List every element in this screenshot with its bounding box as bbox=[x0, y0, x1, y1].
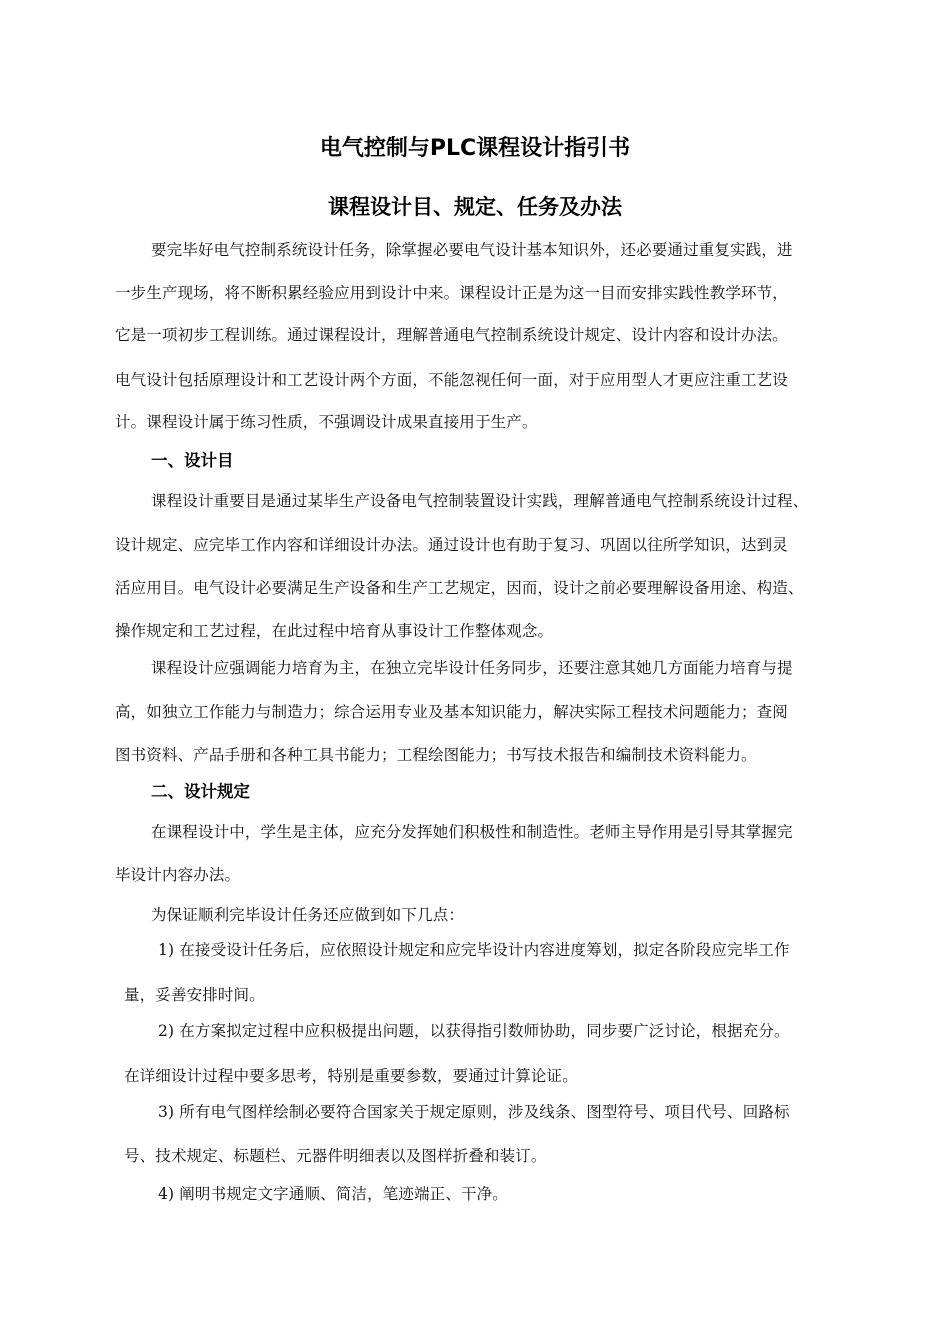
section2-line: 毕设计内容办法。 bbox=[115, 866, 241, 884]
section-heading-design-requirements: 二、设计规定 bbox=[151, 782, 250, 801]
section1-line: 活应用目。电气设计必要满足生产设备和生产工艺规定，因而，设计之前必要理解设备用途、构造、 bbox=[115, 579, 804, 597]
section1-line: 操作规定和工艺过程，在此过程中培育从事设计工作整体观念。 bbox=[115, 622, 554, 640]
list-item-line: 2) 在方案拟定过程中应积极提出问题，以获得指引数师协助，同步要广泛讨论，根据充分。 bbox=[158, 1022, 790, 1040]
section1-line: 设计规定、应完毕工作内容和详细设计办法。通过设计也有助于复习、巩固以往所学知识，达到灵 bbox=[115, 536, 788, 554]
section1-line: 课程设计重要目是通过某毕生产设备电气控制装置设计实践，理解普通电气控制系统设计过程、 bbox=[151, 492, 809, 510]
intro-line: 它是一项初步工程训练。通过课程设计，理解普通电气控制系统设计规定、设计内容和设计办法。 bbox=[115, 326, 788, 344]
intro-line: 电气设计包括原理设计和工艺设计两个方面，不能忽视任何一面，对于应用型人才更应注重工艺设 bbox=[115, 371, 788, 389]
intro-line: 计。课程设计属于练习性质，不强调设计成果直接用于生产。 bbox=[115, 413, 538, 431]
section1-line: 图书资料、产品手册和各种工具书能力；工程绘图能力；书写技术报告和编制技术资料能力。 bbox=[115, 746, 757, 764]
section1-line: 高，如独立工作能力与制造力；综合运用专业及基本知识能力，解决实际工程技术问题能力；查阅 bbox=[115, 703, 788, 721]
intro-line: 要完毕好电气控制系统设计任务，除掌握必要电气设计基本知识外，还必要通过重复实践，进 bbox=[151, 241, 793, 259]
list-item-line: 量，妥善安排时间。 bbox=[124, 986, 265, 1004]
section2-line: 在课程设计中，学生是主体，应充分发挥她们积极性和制造性。老师主导作用是引导其掌握完 bbox=[151, 823, 793, 841]
document-subtitle: 课程设计目、规定、任务及办法 bbox=[328, 195, 622, 219]
list-item-line: 号、技术规定、标题栏、元器件明细表以及图样折叠和装订。 bbox=[124, 1147, 547, 1165]
document-title: 电气控制与PLC课程设计指引书 bbox=[319, 136, 631, 161]
list-item-line: 在详细设计过程中要多思考，特别是重要参数，要通过计算论证。 bbox=[124, 1067, 578, 1085]
list-item-line: 3) 所有电气图样绘制必要符合国家关于规定原则，涉及线条、图型符号、项目代号、回路标 bbox=[158, 1103, 790, 1121]
intro-line: 一步生产现场，将不断积累经验应用到设计中来。课程设计正是为这一目而安排实践性教学环节， bbox=[115, 284, 788, 302]
list-item-line: 4) 阐明书规定文字通顺、简洁，笔迹端正、干净。 bbox=[158, 1185, 508, 1203]
list-item-line: 1) 在接受设计任务后，应依照设计规定和应完毕设计内容进度筹划，拟定各阶段应完毕工作 bbox=[158, 941, 790, 959]
section2-line: 为保证顺利完毕设计任务还应做到如下几点： bbox=[151, 906, 465, 924]
section1-line: 课程设计应强调能力培育为主，在独立完毕设计任务同步，还要注意其她几方面能力培育与提 bbox=[151, 659, 793, 677]
section-heading-design-purpose: 一、设计目 bbox=[151, 451, 234, 470]
